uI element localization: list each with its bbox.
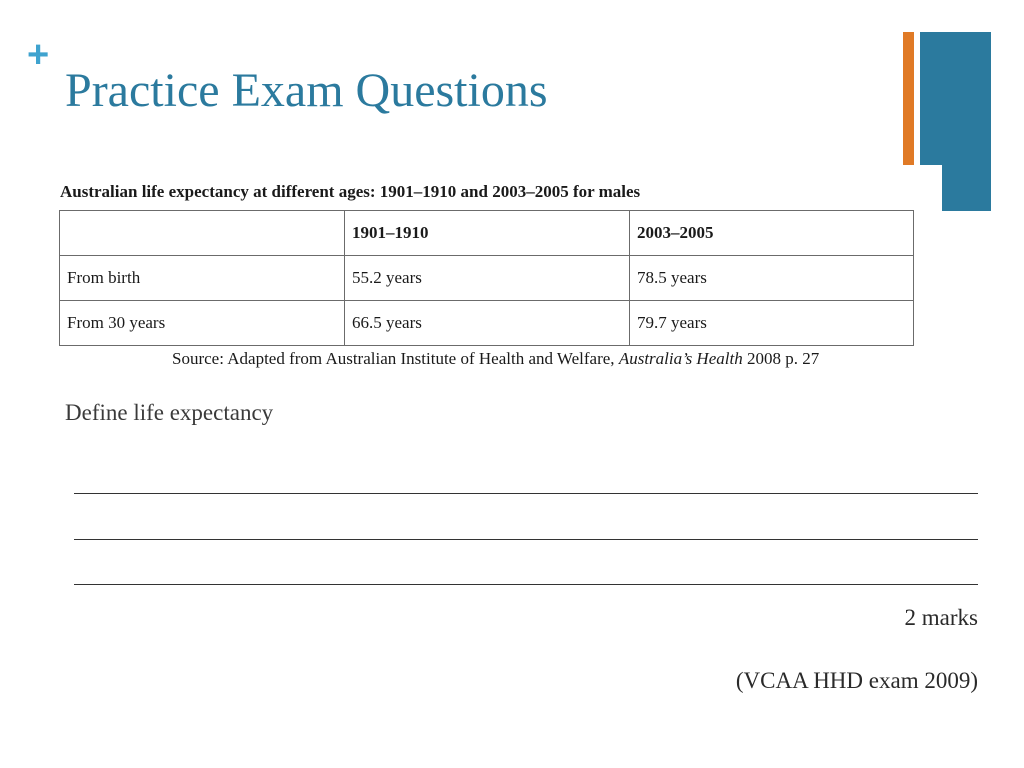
answer-line-1 <box>74 493 978 494</box>
question-text: Define life expectancy <box>65 400 274 425</box>
table-row <box>60 301 914 346</box>
answer-line-3 <box>74 584 978 585</box>
accent-bar-orange <box>903 32 914 165</box>
accent-bar-blue-top <box>920 32 991 165</box>
life-expectancy-table <box>59 210 914 346</box>
table-header-2003-2005: 2003–2005 <box>630 211 914 256</box>
source-prefix: Source: Adapted from Australian Institute of Health and Welfare, <box>172 349 619 368</box>
table-cell: 78.5 years <box>630 256 914 301</box>
exam-citation: (VCAA HHD exam 2009) <box>735 668 978 693</box>
table-cell: 66.5 years <box>345 301 630 346</box>
source-suffix: 2008 p. 27 <box>742 349 820 368</box>
plus-icon: + <box>27 34 50 76</box>
table-caption: Australian life expectancy at different ages: 1901–1910 and 2003–2005 for males <box>60 182 641 201</box>
table-header-1901-1910: 1901–1910 <box>345 211 630 256</box>
table-cell: 55.2 years <box>345 256 630 301</box>
table-header-empty <box>60 211 345 256</box>
answer-line-2 <box>74 539 978 540</box>
table-row <box>60 256 914 301</box>
table-header-row <box>60 211 914 256</box>
table-cell: From birth <box>60 256 345 301</box>
accent-bar-blue-bottom <box>942 165 991 211</box>
marks-label: 2 marks <box>904 605 978 630</box>
source-title: Australia’s Health <box>618 349 743 368</box>
table-cell: 79.7 years <box>630 301 914 346</box>
slide-title: Practice Exam Questions <box>65 64 548 117</box>
table-cell: From 30 years <box>60 301 345 346</box>
table-source <box>172 349 819 369</box>
